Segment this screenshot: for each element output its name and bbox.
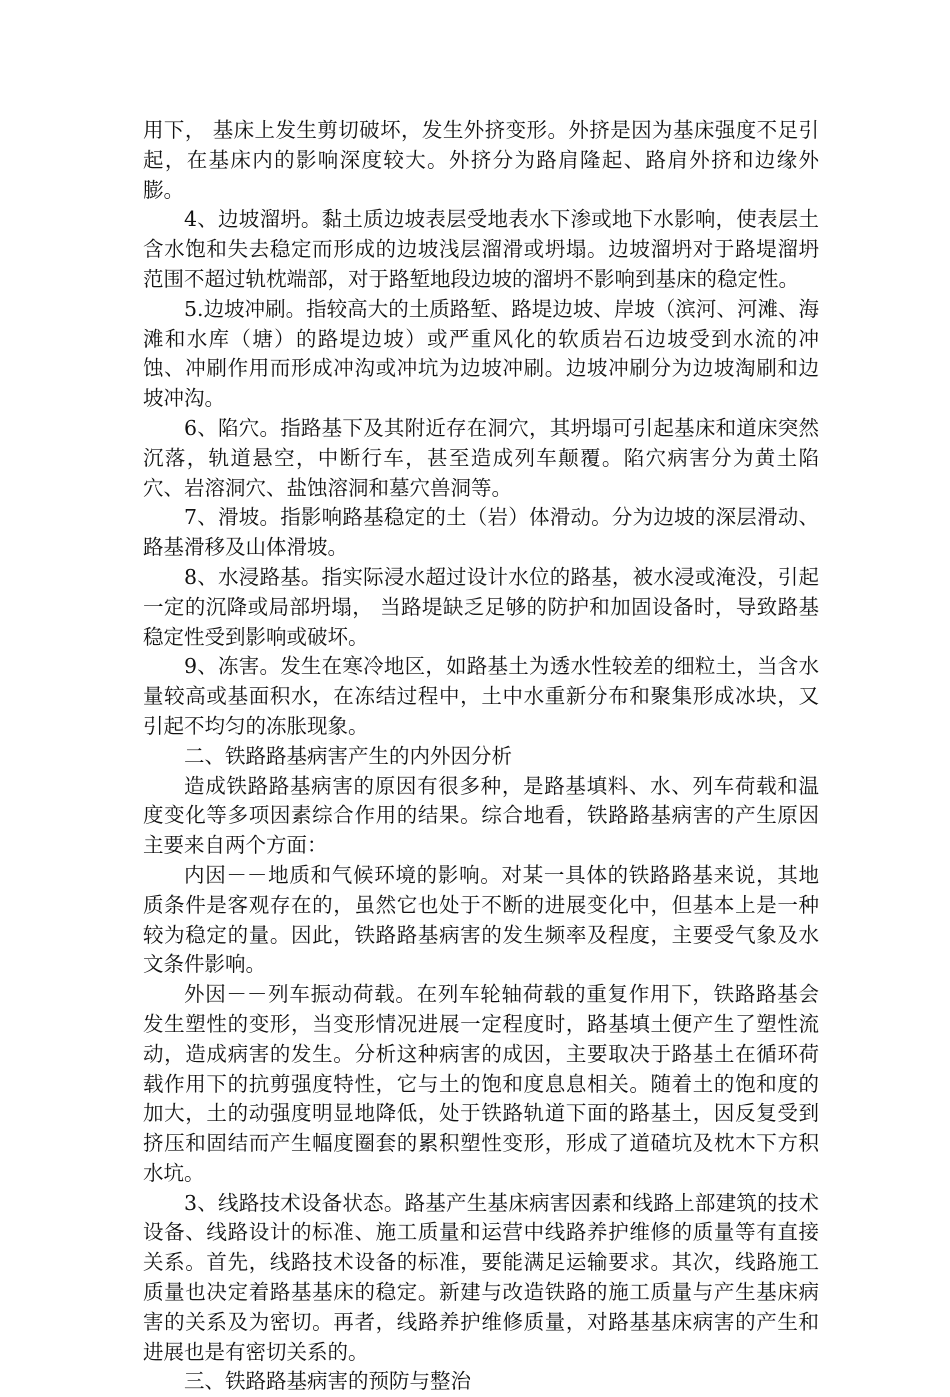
paragraph-continuation: 用下， 基床上发生剪切破坏，发生外挤变形。外挤是因为基床强度不足引起，在基床内的影响深度较大。外挤分为路肩隆起、路肩外挤和边缘外膨。 [143,118,819,202]
paragraph-internal-cause: 内因－－地质和气候环境的影响。对某一具体的铁路路基来说，其地质条件是客观存在的，虽然它也处于不断的进展变化中，但基本上是一种较为稳定的量。因此，铁路路基病害的发生频率及程度，主要受气象及水文条件影响。 [143,862,819,977]
section-heading-causes: 二、铁路路基病害产生的内外因分析 [184,743,512,768]
paragraph-slope-erosion: 5.边坡冲刷。指较高大的土质路堑、路堤边坡、岸坡（滨河、河滩、海滩和水库（塘）的路堤边坡）或严重风化的软质岩石边坡受到水流的冲蚀、冲刷作用而形成冲沟或冲坑为边坡冲刷。边坡冲刷分为边坡淘刷和边坡冲沟。 [143,296,819,411]
paragraph-frost-damage: 9、冻害。发生在寒冷地区，如路基土为透水性较差的细粒土，当含水量较高或基面积水，在冻结过程中，土中水重新分布和聚集形成冰块，又引起不均匀的冻胀现象。 [143,654,819,738]
paragraph-sinkhole: 6、陷穴。指路基下及其附近存在洞穴，其坍塌可引起基床和道床突然沉落，轨道悬空，中断行车，甚至造成列车颠覆。陷穴病害分为黄土陷穴、岩溶洞穴、盐蚀溶洞和墓穴兽洞等。 [143,415,819,500]
document-page [143,116,819,1397]
paragraph-equipment-state: 3、线路技术设备状态。路基产生基床病害因素和线路上部建筑的技术设备、线路设计的标准、施工质量和运营中线路养护维修的质量等有直接关系。首先，线路技术设备的标准，要能满足运输要求。其次，线路施工质量也决定着路基基床的稳定。新建与改造铁路的施工质量与产生基床病害的关系及为密切。再者，线路养护维修质量，对路基基床病害的产生和进展也是有密切关系的。 [143,1190,819,1364]
paragraph-external-cause: 外因－－列车振动荷载。在列车轮轴荷载的重复作用下，铁路路基会发生塑性的变形，当变形情况进展一定程度时，路基填土便产生了塑性流动，造成病害的发生。分析这种病害的成因，主要取决于路基土在循环荷载作用下的抗剪强度特性，它与土的饱和度息息相关。随着土的饱和度的加大，土的动强度明显地降低，处于铁路轨道下面的路基土，因反复受到挤压和固结而产生幅度圈套的累积塑性变形，形成了道碴坑及枕木下方积水坑。 [143,982,819,1185]
paragraph-causes-intro: 造成铁路路基病害的原因有很多种，是路基填料、水、列车荷载和温度变化等多项因素综合作用的结果。综合地看，铁路路基病害的产生原因主要来自两个方面： [143,773,819,858]
paragraph-flooded-subgrade: 8、水浸路基。指实际浸水超过设计水位的路基，被水浸或淹没，引起一定的沉降或局部坍塌， 当路堤缺乏足够的防护和加固设备时，导致路基稳定性受到影响或破坏。 [143,564,819,649]
paragraph-landslide: 7、滑坡。指影响路基稳定的土（岩）体滑动。分为边坡的深层滑动、路基滑移及山体滑坡。 [143,505,819,560]
section-heading-prevention: 三、铁路路基病害的预防与整治 [184,1369,471,1394]
paragraph-slope-slump: 4、边坡溜坍。黏土质边坡表层受地表水下渗或地下水影响，使表层土含水饱和失去稳定而形成的边坡浅层溜滑或坍塌。边坡溜坍对于路堤溜坍范围不超过轨枕端部，对于路堑地段边坡的溜坍不影响到基床的稳定性。 [143,207,819,291]
